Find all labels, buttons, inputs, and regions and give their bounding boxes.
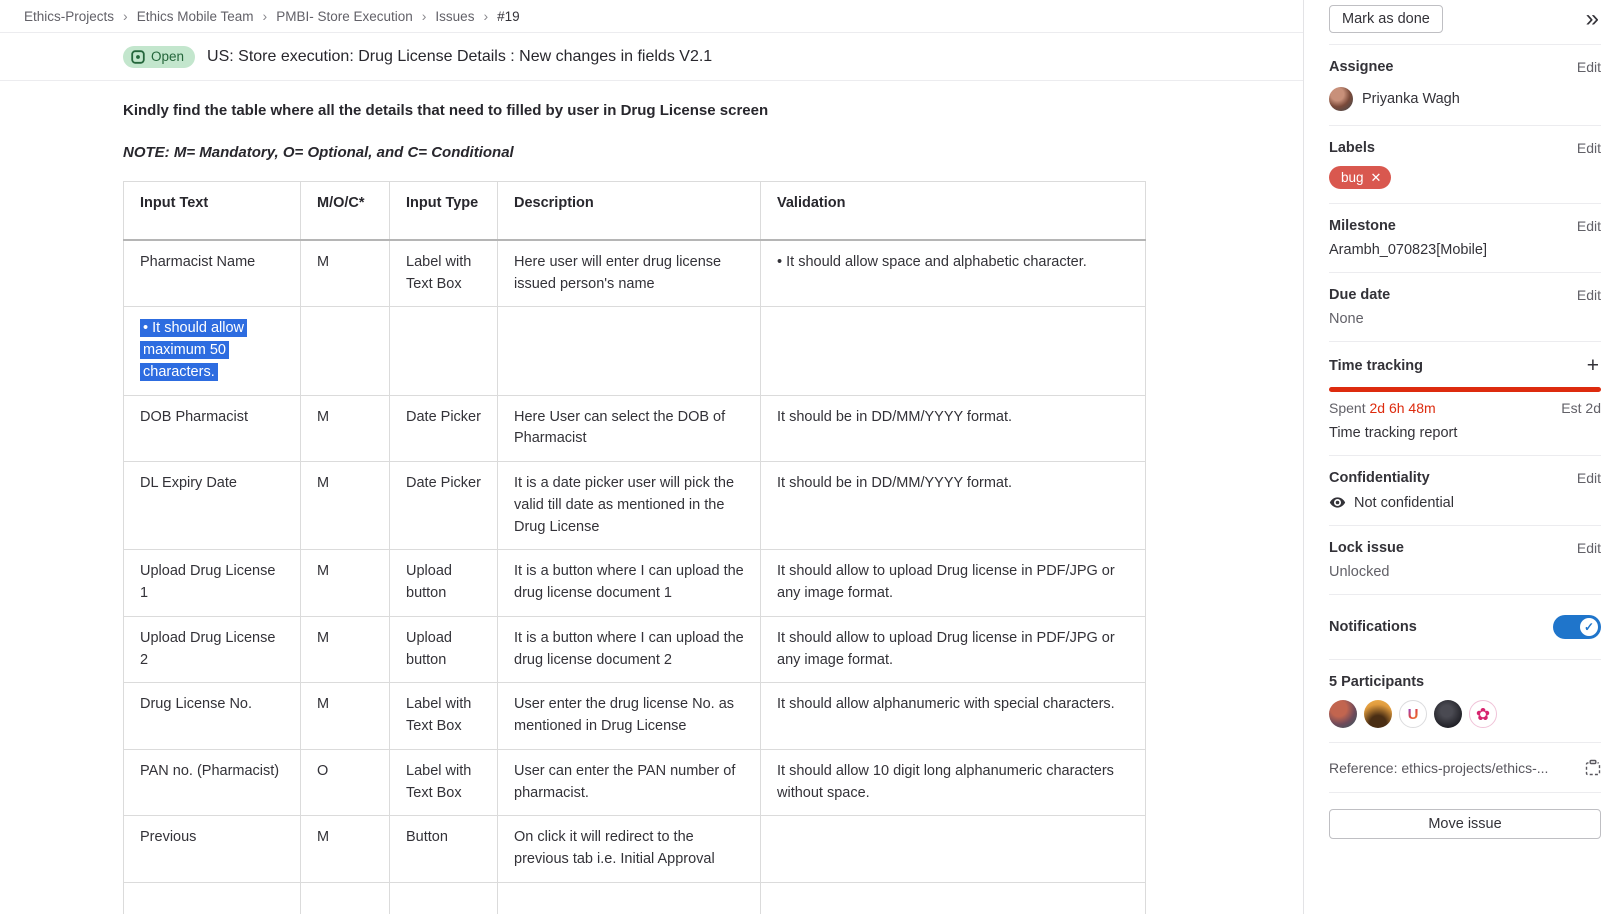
table-cell: It should allow to upload Drug license in PDF/JPG or any image format. bbox=[761, 550, 1146, 617]
reference-section bbox=[1329, 743, 1601, 793]
copy-reference-icon[interactable] bbox=[1585, 759, 1601, 776]
table-cell: It should allow to upload Drug license in PDF/JPG or any image format. bbox=[761, 616, 1146, 683]
time-spent-value: 2d 6h 48m bbox=[1369, 400, 1436, 416]
milestone-label: Milestone bbox=[1329, 218, 1396, 234]
time-tracking-section bbox=[1329, 342, 1601, 456]
participant-avatar-4[interactable] bbox=[1434, 700, 1462, 728]
time-tracking-progress-bar bbox=[1329, 387, 1601, 392]
time-estimate-label: Est bbox=[1561, 400, 1582, 416]
toggle-check-icon: ✓ bbox=[1580, 618, 1598, 636]
move-issue-button[interactable]: Move issue bbox=[1329, 809, 1601, 839]
move-issue-section bbox=[1329, 793, 1601, 839]
participant-avatar-1[interactable] bbox=[1329, 700, 1357, 728]
status-badge-label: Open bbox=[151, 48, 185, 64]
participants-section bbox=[1329, 660, 1601, 743]
table-row bbox=[124, 395, 1146, 462]
collapse-sidebar-icon[interactable]: » bbox=[1585, 5, 1599, 32]
confidentiality-section bbox=[1329, 456, 1601, 526]
table-cell bbox=[390, 882, 498, 914]
table-cell: M bbox=[301, 462, 390, 550]
table-row bbox=[124, 550, 1146, 617]
table-cell bbox=[761, 307, 1146, 395]
table-cell: Previous bbox=[124, 816, 301, 883]
assignee-name[interactable]: Priyanka Wagh bbox=[1362, 91, 1460, 107]
lock-issue-label: Lock issue bbox=[1329, 540, 1404, 556]
participants-label: 5 Participants bbox=[1329, 674, 1425, 690]
time-spent bbox=[1329, 400, 1436, 416]
due-date-section bbox=[1329, 273, 1601, 342]
breadcrumb-item-ethics-mobile-team[interactable]: Ethics Mobile Team bbox=[136, 8, 254, 24]
table-row bbox=[124, 307, 1146, 395]
breadcrumb-item-pmbi-store-execution[interactable]: PMBI- Store Execution bbox=[276, 8, 413, 24]
breadcrumb-separator: › bbox=[123, 8, 128, 24]
table-cell: M bbox=[301, 395, 390, 462]
column-header: Validation bbox=[761, 182, 1146, 240]
issue-title-bar bbox=[0, 33, 1303, 81]
issue-description bbox=[0, 81, 1145, 914]
table-cell: Date Picker bbox=[390, 395, 498, 462]
participants-avatars bbox=[1329, 700, 1601, 728]
labels-section bbox=[1329, 126, 1601, 204]
labels-edit-button[interactable]: Edit bbox=[1576, 140, 1601, 156]
lock-issue-value: Unlocked bbox=[1329, 564, 1390, 580]
notifications-section bbox=[1329, 595, 1601, 660]
table-cell: It should be in DD/MM/YYYY format. bbox=[761, 395, 1146, 462]
due-date-value: None bbox=[1329, 311, 1364, 327]
issue-title: US: Store execution: Drug License Details : New changes in fields V2.1 bbox=[207, 47, 713, 65]
table-row bbox=[124, 240, 1146, 307]
time-estimate bbox=[1561, 400, 1601, 416]
table-cell: DL Expiry Date bbox=[124, 462, 301, 550]
breadcrumb-item-ethics-projects[interactable]: Ethics-Projects bbox=[24, 8, 115, 24]
table-cell: M bbox=[301, 240, 390, 307]
table-cell bbox=[761, 816, 1146, 883]
status-badge bbox=[123, 46, 195, 68]
table-cell: It is a button where I can upload the drug license document 1 bbox=[498, 550, 761, 617]
table-cell: DOB Pharmacist bbox=[124, 395, 301, 462]
participant-avatar-3[interactable] bbox=[1399, 700, 1427, 728]
fields-table bbox=[123, 181, 1146, 914]
due-date-label: Due date bbox=[1329, 287, 1391, 303]
mark-as-done-button[interactable]: Mark as done bbox=[1329, 5, 1443, 33]
table-cell: • It should allow space and alphabetic character. bbox=[761, 240, 1146, 307]
milestone-section bbox=[1329, 204, 1601, 273]
column-header: Input Type bbox=[390, 182, 498, 240]
table-cell: M bbox=[301, 683, 390, 750]
table-cell: M bbox=[301, 816, 390, 883]
table-cell: M bbox=[301, 550, 390, 617]
table-cell: Here User can select the DOB of Pharmacist bbox=[498, 395, 761, 462]
assignee-edit-button[interactable]: Edit bbox=[1576, 59, 1601, 75]
table-cell: Pharmacist Name bbox=[124, 240, 301, 307]
table-cell: Drug License No. bbox=[124, 683, 301, 750]
table-cell bbox=[301, 307, 390, 395]
issue-sidebar bbox=[1305, 0, 1616, 914]
table-row bbox=[124, 462, 1146, 550]
confidentiality-label: Confidentiality bbox=[1329, 470, 1430, 486]
table-cell: It should allow alphanumeric with special characters. bbox=[761, 683, 1146, 750]
assignee-label: Assignee bbox=[1329, 59, 1394, 75]
avatar-letter: U bbox=[1407, 705, 1419, 723]
issue-open-icon bbox=[131, 50, 145, 64]
time-tracking-report-link[interactable]: Time tracking report bbox=[1329, 425, 1458, 441]
table-cell: Upload button bbox=[390, 616, 498, 683]
selected-text-highlight: • It should allow maximum 50 characters. bbox=[140, 319, 247, 381]
milestone-value[interactable]: Arambh_070823[Mobile] bbox=[1329, 242, 1487, 258]
confidentiality-edit-button[interactable]: Edit bbox=[1576, 470, 1601, 486]
table-cell: Upload Drug License 2 bbox=[124, 616, 301, 683]
assignee-section bbox=[1329, 45, 1601, 126]
breadcrumb-separator: › bbox=[421, 8, 427, 24]
table-cell: PAN no. (Pharmacist) bbox=[124, 749, 301, 816]
time-tracking-label: Time tracking bbox=[1329, 358, 1424, 374]
reference-text: Reference: ethics-projects/ethics-... bbox=[1329, 759, 1549, 776]
column-header: Input Text bbox=[124, 182, 301, 240]
table-cell: Button bbox=[390, 816, 498, 883]
label-pill-text: bug bbox=[1341, 170, 1364, 185]
table-cell: Label with Text Box bbox=[390, 749, 498, 816]
notifications-toggle[interactable] bbox=[1553, 615, 1601, 639]
due-date-edit-button[interactable]: Edit bbox=[1576, 287, 1601, 303]
table-cell: Upload Drug License 1 bbox=[124, 550, 301, 617]
table-cell: It is a date picker user will pick the valid till date as mentioned in the Drug License bbox=[498, 462, 761, 550]
label-pill-bug[interactable] bbox=[1329, 166, 1391, 189]
table-row bbox=[124, 882, 1146, 914]
breadcrumb-item-issues[interactable]: Issues bbox=[435, 8, 475, 24]
table-cell: User enter the drug license No. as mentioned in Drug License bbox=[498, 683, 761, 750]
breadcrumb bbox=[0, 0, 1303, 33]
time-estimate-value: 2d bbox=[1585, 400, 1601, 416]
remove-label-icon[interactable]: ✕ bbox=[1370, 170, 1382, 185]
eye-icon bbox=[1329, 494, 1346, 511]
table-cell bbox=[498, 882, 761, 914]
table-row bbox=[124, 816, 1146, 883]
table-cell: Here user will enter drug license issued person's name bbox=[498, 240, 761, 307]
table-cell bbox=[301, 882, 390, 914]
table-cell: Date Picker bbox=[390, 462, 498, 550]
table-cell: O bbox=[301, 749, 390, 816]
milestone-edit-button[interactable]: Edit bbox=[1576, 218, 1601, 234]
table-cell: It should be in DD/MM/YYYY format. bbox=[761, 462, 1146, 550]
table-row bbox=[124, 616, 1146, 683]
breadcrumb-separator: › bbox=[262, 8, 268, 24]
description-intro: Kindly find the table where all the details that need to filled by user in Drug License screen bbox=[123, 102, 769, 119]
column-header: Description bbox=[498, 182, 761, 240]
notifications-label: Notifications bbox=[1329, 619, 1417, 635]
table-cell bbox=[498, 307, 761, 395]
table-cell: Label with Text Box bbox=[390, 683, 498, 750]
table-cell bbox=[390, 307, 498, 395]
lock-issue-edit-button[interactable]: Edit bbox=[1576, 540, 1601, 556]
table-cell: Label with Text Box bbox=[390, 240, 498, 307]
table-cell: It should allow 10 digit long alphanumeric characters without space. bbox=[761, 749, 1146, 816]
participant-avatar-2[interactable] bbox=[1364, 700, 1392, 728]
table-cell: It is a button where I can upload the drug license document 2 bbox=[498, 616, 761, 683]
table-cell: M bbox=[301, 616, 390, 683]
sidebar-top bbox=[1329, 0, 1601, 45]
table-row bbox=[124, 749, 1146, 816]
time-spent-label: Spent bbox=[1329, 400, 1366, 416]
breadcrumb-item--19[interactable]: #19 bbox=[497, 8, 520, 24]
confidentiality-value: Not confidential bbox=[1354, 494, 1454, 511]
labels-label: Labels bbox=[1329, 140, 1375, 156]
table-cell: User can enter the PAN number of pharmacist. bbox=[498, 749, 761, 816]
table-cell: On click it will redirect to the previous tab i.e. Initial Approval bbox=[498, 816, 761, 883]
assignee-avatar[interactable] bbox=[1329, 87, 1353, 111]
table-header-row bbox=[124, 182, 1146, 240]
labels-list bbox=[1329, 156, 1601, 189]
participant-avatar-5[interactable]: ✿ bbox=[1469, 700, 1497, 728]
breadcrumb-separator: › bbox=[483, 8, 489, 24]
table-cell: Upload button bbox=[390, 550, 498, 617]
table-cell bbox=[124, 307, 301, 395]
lock-issue-section bbox=[1329, 526, 1601, 595]
column-header: M/O/C* bbox=[301, 182, 390, 240]
table-cell bbox=[124, 882, 301, 914]
table-cell bbox=[761, 882, 1146, 914]
table-row bbox=[124, 683, 1146, 750]
description-note: NOTE: M= Mandatory, O= Optional, and C= Conditional bbox=[123, 144, 514, 161]
add-time-icon[interactable]: + bbox=[1586, 354, 1599, 377]
